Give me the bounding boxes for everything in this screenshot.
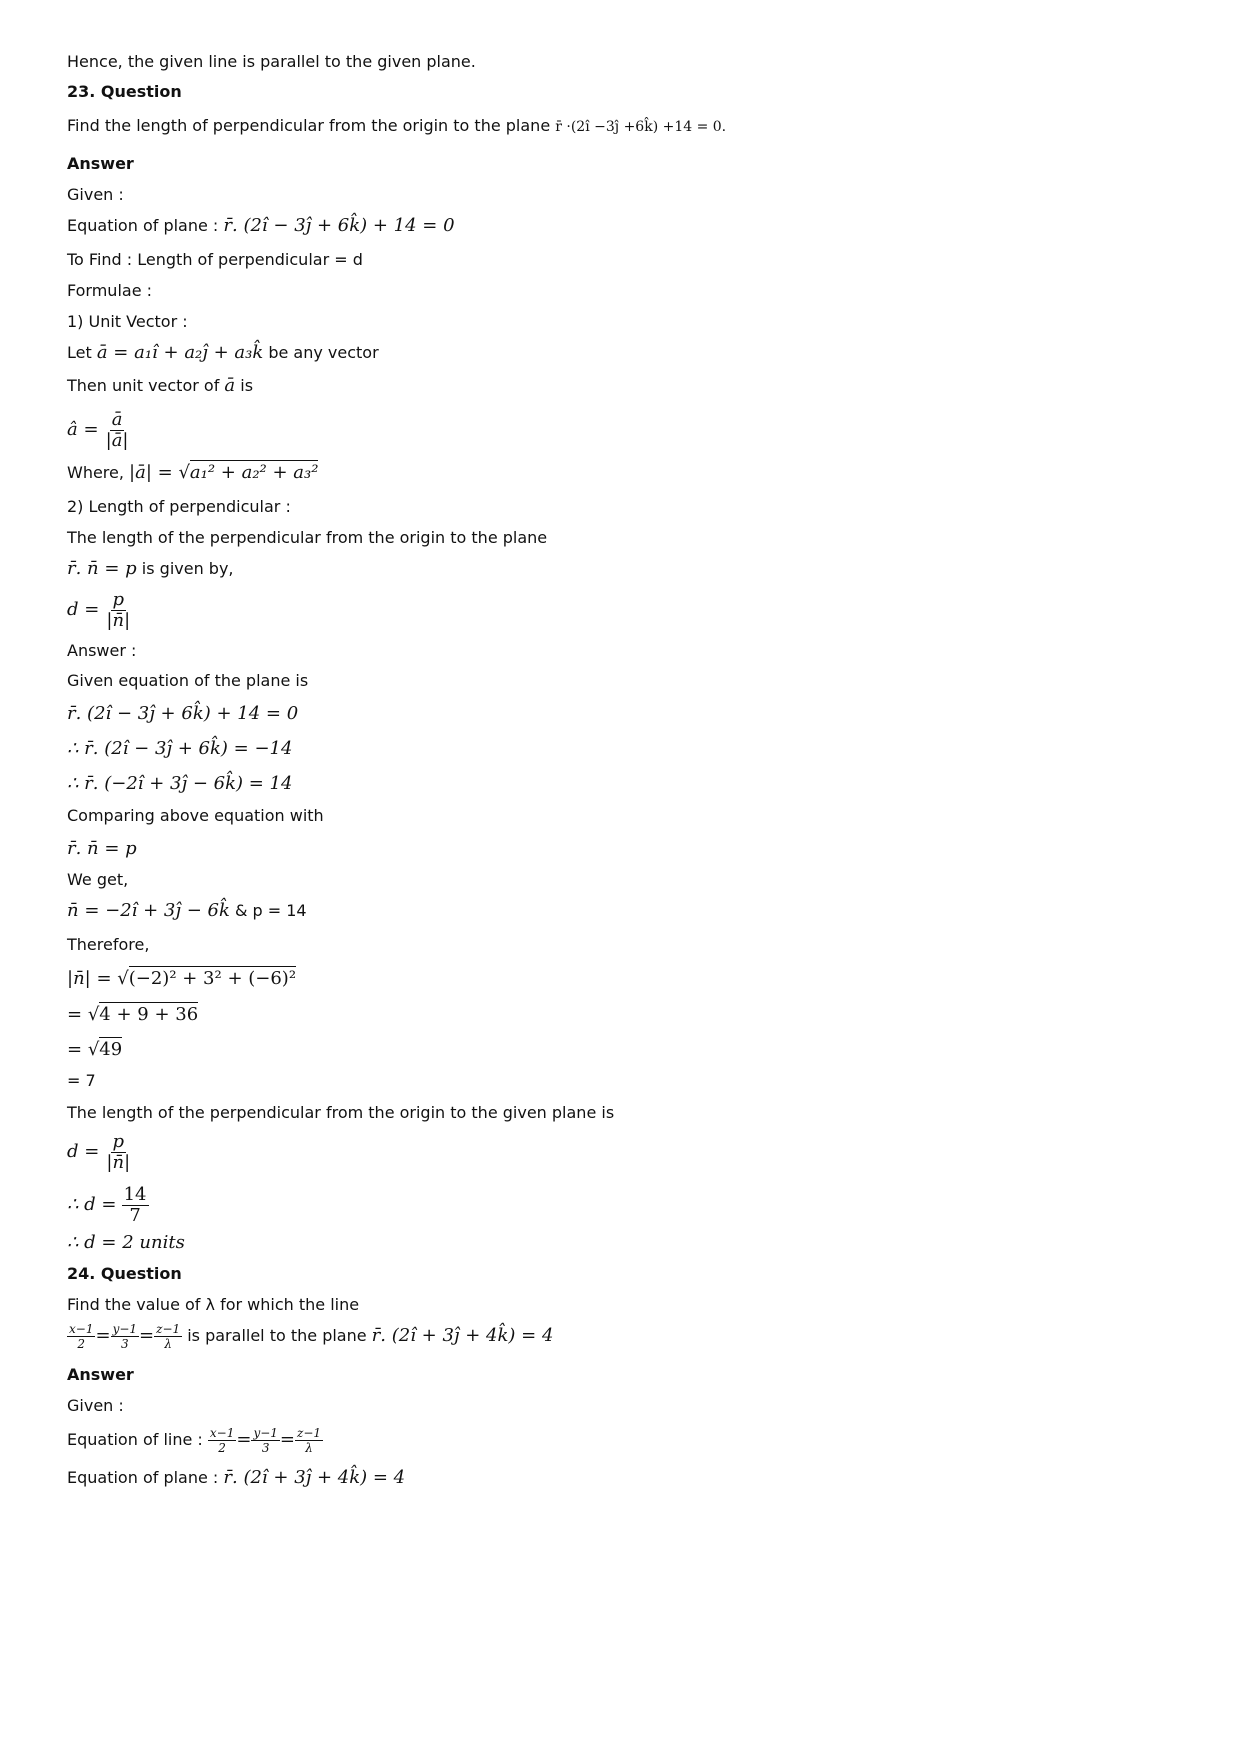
given-label-24: Given :	[67, 1396, 124, 1415]
plane-normal-form	[67, 559, 234, 579]
vector-definition-post: be any vector	[263, 343, 379, 362]
given-line-label: Equation of line :	[67, 1430, 208, 1449]
distance-3-lhs: ∴ d =	[67, 1194, 117, 1215]
distance-2-fraction	[104, 1132, 132, 1173]
given-line-equation	[67, 1422, 323, 1458]
distance-substitution	[67, 1183, 149, 1227]
magnitude-step-2-eq: =	[67, 1004, 88, 1025]
plane-equation-math: r̄. (2î − 3ĵ + 6k̂) + 14 = 0	[223, 215, 455, 236]
equation-step-2: ∴ r̄. (2î − 3ĵ + 6k̂) = −14	[67, 738, 293, 759]
given-equation-intro: Given equation of the plane is	[67, 671, 309, 690]
distance-formula-2	[67, 1130, 132, 1174]
equals-sign: =	[139, 1325, 155, 1346]
plane-normal-form-post: is given by,	[136, 559, 234, 578]
unit-vector-fraction	[104, 410, 131, 451]
conclusion-text: Hence, the given line is parallel to the given plane.	[67, 52, 476, 71]
given-plane-equation	[67, 216, 455, 236]
perpendicular-definition: The length of the perpendicular from the origin to the plane	[67, 528, 548, 547]
given-line-fraction-y	[251, 1426, 279, 1455]
question-23-text	[67, 116, 726, 137]
plane-normal-form-math: r̄. n̄ = p	[67, 558, 137, 579]
fraction-numerator: p	[112, 1131, 125, 1152]
unit-vector-text	[67, 376, 253, 396]
p-value-text: & p = 14	[229, 901, 307, 920]
distance-lhs: d =	[67, 599, 100, 620]
unit-vector-formula	[67, 408, 131, 452]
unit-vector-post: is	[235, 376, 254, 395]
answer-heading-24: Answer	[67, 1365, 134, 1384]
given-plane-equation-24	[67, 1468, 405, 1488]
line-fraction-y	[111, 1322, 139, 1351]
magnitude-step-2: = √4 + 9 + 36	[67, 1004, 199, 1025]
fraction-denominator: 2	[218, 1441, 226, 1455]
distance-3-fraction	[122, 1185, 149, 1226]
fraction-denominator: λ	[305, 1441, 313, 1455]
fraction-denominator: 3	[120, 1337, 129, 1351]
parallel-text: is parallel to the plane	[182, 1326, 372, 1345]
vector-definition-math: ā = a₁î + a₂ĵ + a₃k̂	[96, 342, 264, 363]
fraction-numerator: z−1	[156, 1322, 181, 1336]
magnitude-pre: Where,	[67, 463, 130, 482]
distance-fraction	[104, 590, 132, 631]
normal-form-equation: r̄. n̄ = p	[67, 838, 137, 859]
magnitude-result: = 7	[67, 1071, 96, 1090]
question-23-heading: 23. Question	[67, 82, 182, 101]
question-24-text: Find the value of λ for which the line	[67, 1295, 360, 1314]
equals-sign: =	[95, 1325, 111, 1346]
question-23-statement: Find the length of perpendicular from the origin to the plane	[67, 116, 556, 135]
magnitude-lhs: |ā| =	[129, 462, 179, 483]
question-24-plane-math: r̄. (2î + 3ĵ + 4k̂) = 4	[371, 1325, 554, 1346]
fraction-numerator: p	[112, 589, 125, 610]
magnitude-step-3-eq: =	[67, 1039, 88, 1060]
magnitude-step-3-radicand: 49	[99, 1039, 123, 1060]
answer-label: Answer :	[67, 641, 137, 660]
equation-step-1: r̄. (2î − 3ĵ + 6k̂) + 14 = 0	[67, 703, 299, 724]
unit-vector-heading: 1) Unit Vector :	[67, 312, 188, 331]
question-24-heading: 24. Question	[67, 1264, 182, 1283]
distance-conclusion-text: The length of the perpendicular from the origin to the given plane is	[67, 1103, 615, 1122]
answer-heading: Answer	[67, 154, 134, 173]
fraction-denominator: 3	[261, 1441, 270, 1455]
normal-vector-result	[67, 901, 307, 921]
distance-formula	[67, 588, 132, 632]
magnitude-formula: Where, |ā| = √a₁² + a₂² + a₃²	[67, 462, 319, 483]
therefore-text: Therefore,	[67, 935, 150, 954]
given-line-fraction-z	[295, 1426, 323, 1455]
to-find-text: To Find : Length of perpendicular = d	[67, 250, 363, 269]
we-get-text: We get,	[67, 870, 129, 889]
fraction-denominator: |n̄|	[106, 1152, 131, 1173]
fraction-denominator: λ	[164, 1337, 172, 1351]
given-label: Given :	[67, 185, 124, 204]
line-fraction-z	[154, 1322, 182, 1351]
given-plane-label: Equation of plane :	[67, 216, 224, 235]
vector-definition-pre: Let	[67, 343, 97, 362]
perpendicular-length-heading: 2) Length of perpendicular :	[67, 497, 291, 516]
fraction-numerator: 14	[123, 1184, 147, 1205]
magnitude-step-1-lhs: |n̄| =	[67, 968, 118, 989]
magnitude-step-1-radicand: (−2)² + 3² + (−6)²	[128, 968, 297, 989]
magnitude-step-3: = √49	[67, 1039, 123, 1060]
fraction-numerator: y−1	[253, 1426, 278, 1440]
question-24-line-equation	[67, 1318, 553, 1354]
magnitude-step-1: |n̄| = √(−2)² + 3² + (−6)²	[67, 968, 297, 989]
fraction-denominator: 2	[77, 1337, 86, 1351]
unit-vector-pre: Then unit vector of	[67, 376, 225, 395]
distance-2-lhs: d =	[67, 1141, 100, 1162]
given-line-fraction-x	[208, 1426, 236, 1455]
magnitude-radicand: a₁² + a₂² + a₃²	[189, 462, 319, 483]
fraction-numerator: y−1	[112, 1322, 138, 1336]
fraction-denominator: |n̄|	[106, 610, 131, 631]
fraction-numerator: ā	[111, 409, 123, 430]
unit-vector-lhs: â =	[67, 419, 99, 440]
fraction-numerator: x−1	[209, 1426, 235, 1440]
equation-step-3: ∴ r̄. (−2î + 3ĵ − 6k̂) = 14	[67, 773, 293, 794]
comparing-text: Comparing above equation with	[67, 806, 324, 825]
unit-vector-symbol: ā	[224, 375, 236, 396]
fraction-denominator: 7	[129, 1205, 141, 1226]
question-23-plane-equation: r̄ ·(2î −3ĵ +6k̂) +14 = 0.	[555, 119, 727, 135]
line-fraction-x	[67, 1322, 95, 1351]
equals-sign: =	[279, 1429, 296, 1450]
final-answer: ∴ d = 2 units	[67, 1232, 185, 1253]
given-plane-math-24: r̄. (2î + 3ĵ + 4k̂) = 4	[223, 1467, 406, 1488]
equals-sign: =	[236, 1429, 252, 1450]
fraction-denominator: |ā|	[105, 430, 129, 451]
given-plane-label-24: Equation of plane :	[67, 1468, 224, 1487]
magnitude-step-2-radicand: 4 + 9 + 36	[99, 1004, 199, 1025]
fraction-numerator: z−1	[297, 1426, 322, 1440]
fraction-numerator: x−1	[69, 1322, 94, 1336]
normal-vector-math: n̄ = −2î + 3ĵ − 6k̂	[67, 900, 230, 921]
formulae-label: Formulae :	[67, 281, 153, 300]
vector-definition	[67, 343, 379, 363]
